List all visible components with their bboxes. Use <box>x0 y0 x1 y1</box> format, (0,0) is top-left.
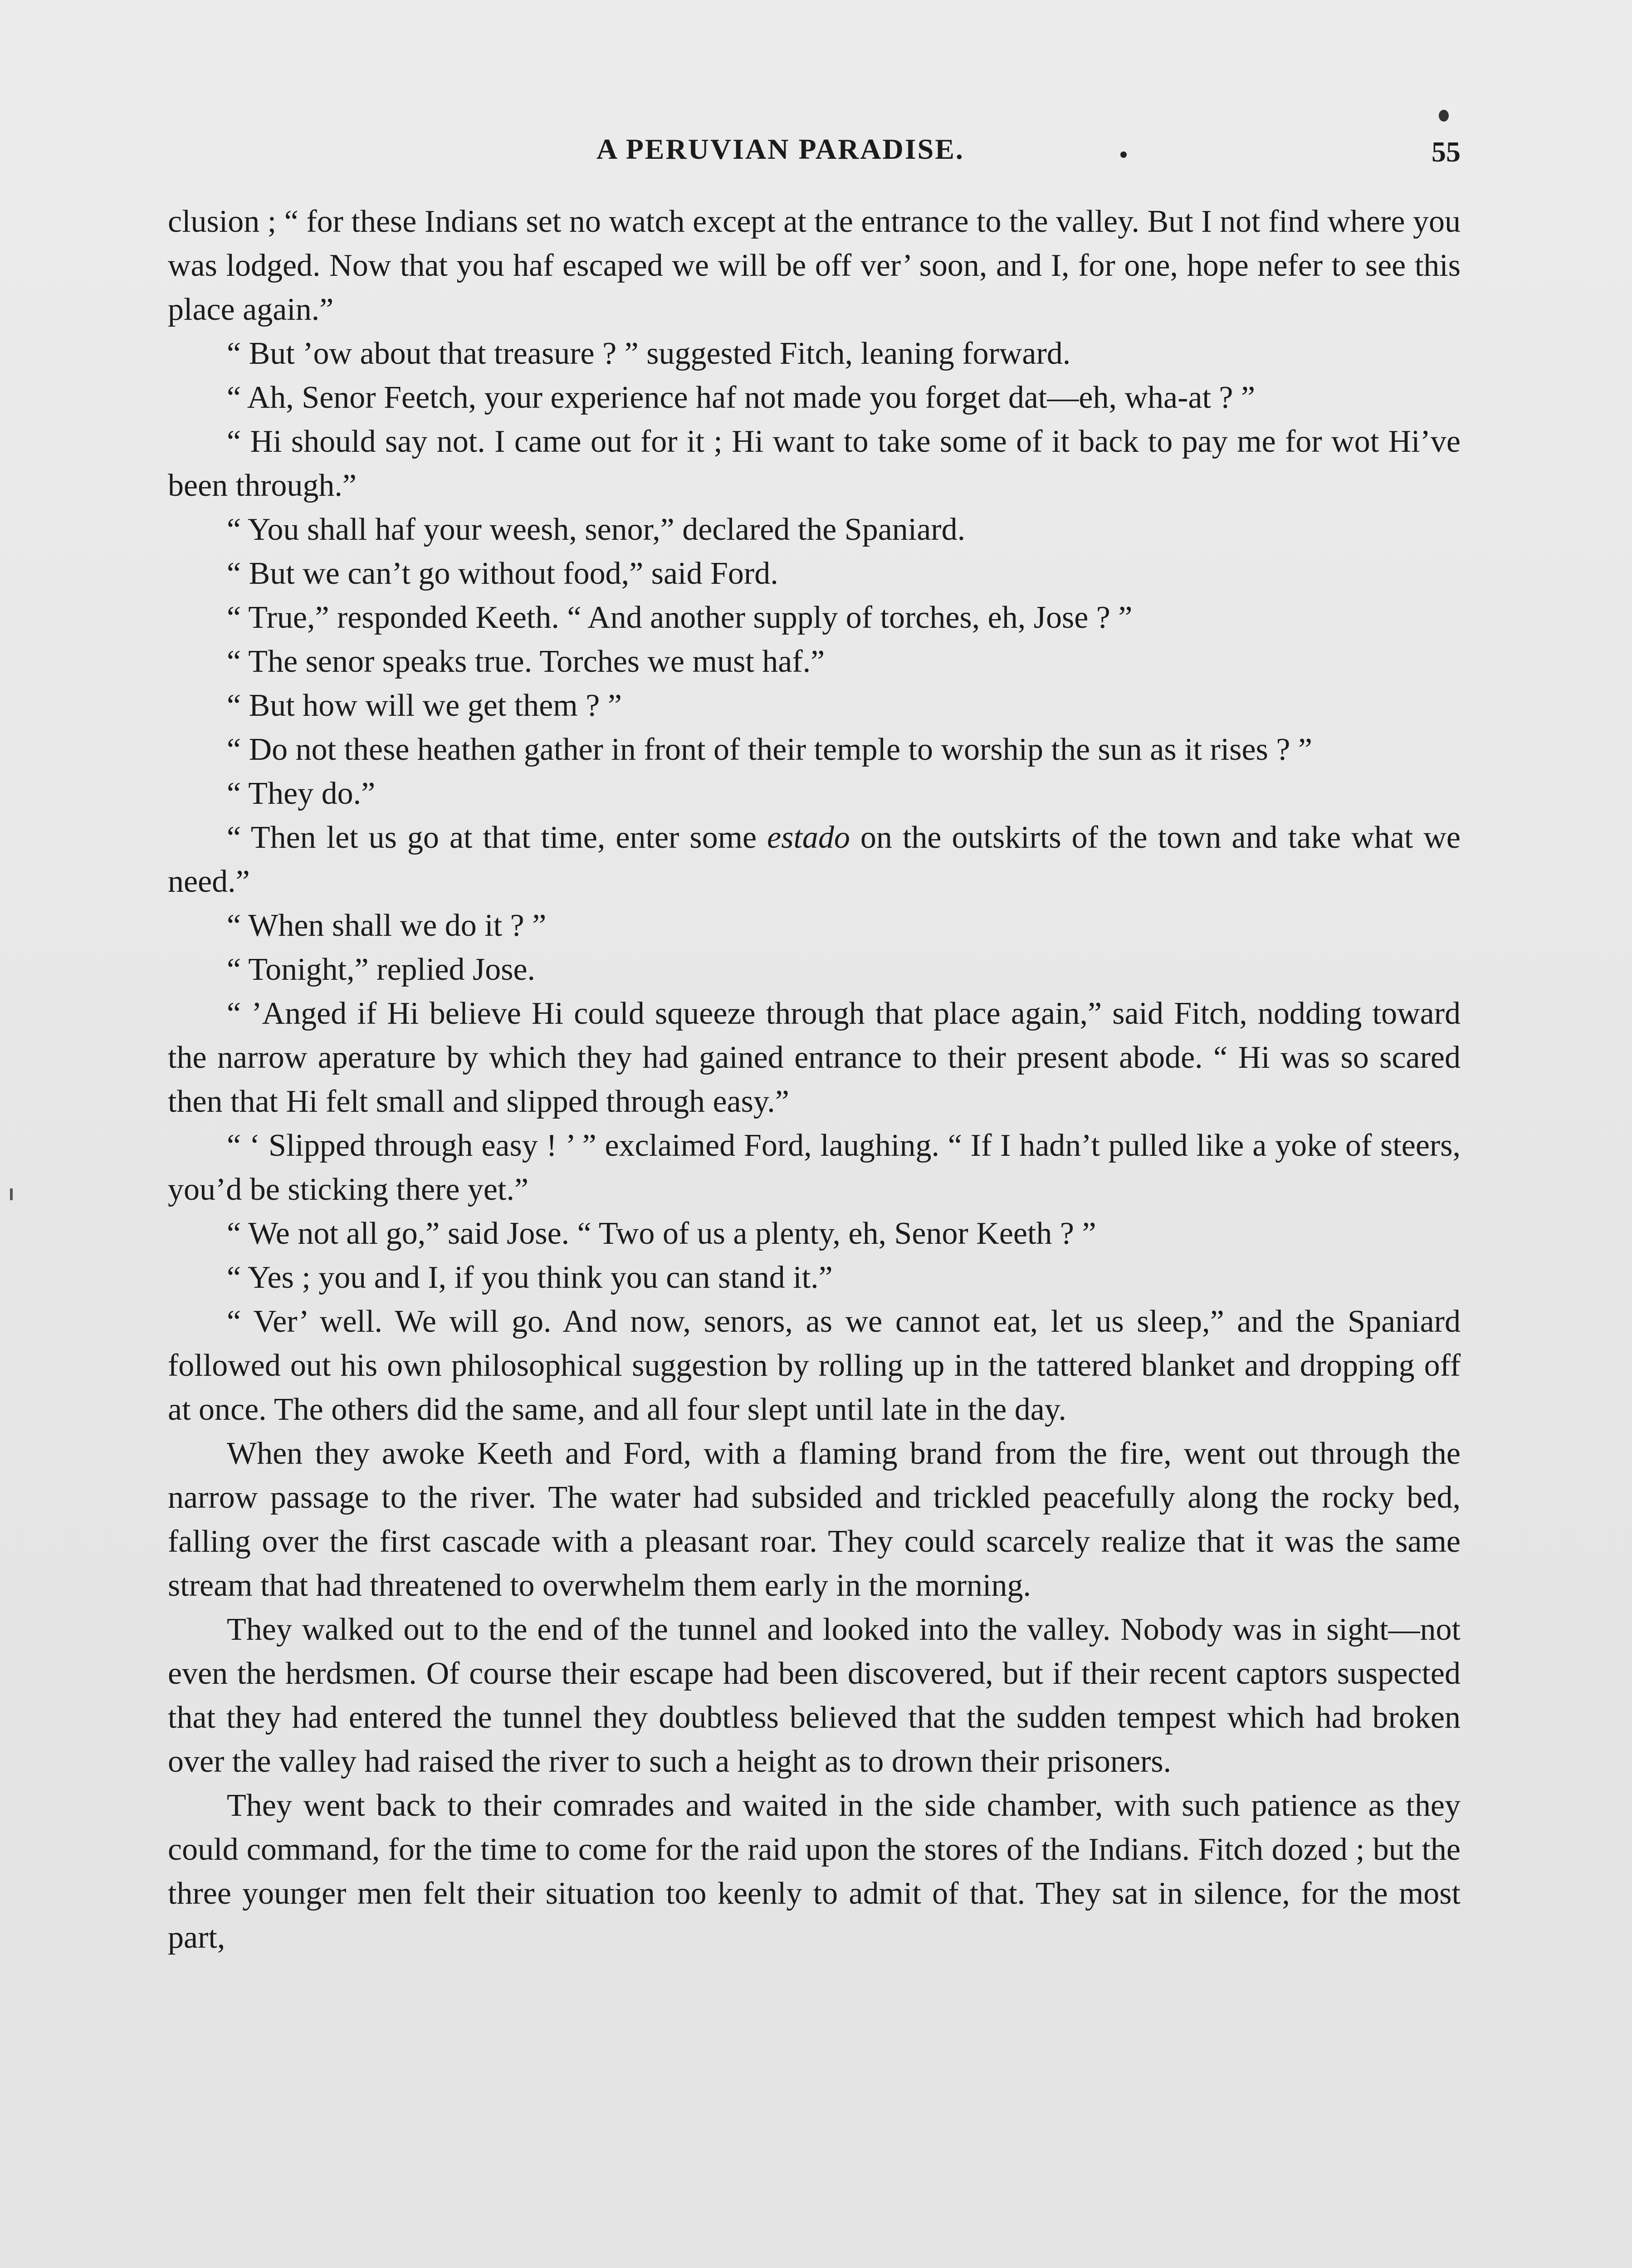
paragraph <box>168 376 1461 420</box>
paragraph <box>168 1608 1461 1784</box>
text-run: “ True,” responded Keeth. “ And another supply of torches, eh, Jose ? ” <box>227 600 1133 635</box>
paragraph <box>168 508 1461 552</box>
text-run: “ We not all go,” said Jose. “ Two of us a plenty, eh, Senor Keeth ? ” <box>227 1216 1096 1251</box>
text-run: “ ’Anged if Hi believe Hi could squeeze through that place again,” said Fitch, nodding toward the narrow aperature by which they had gained entrance to their present abode. “ Hi was so scared then that Hi felt small and slipped through easy.” <box>168 996 1461 1119</box>
paragraph <box>168 200 1461 332</box>
running-title: A PERUVIAN PARADISE. <box>596 133 964 165</box>
paragraph <box>168 1256 1461 1300</box>
text-run: “ Yes ; you and I, if you think you can stand it.” <box>227 1260 833 1295</box>
text-run: “ They do.” <box>227 776 376 811</box>
text-run: When they awoke Keeth and Ford, with a flaming brand from the fire, went out through the narrow passage to the river. The water had subsided and trickled peacefully along the rocky bed, falling over the first cascade with a pleasant roar. They could scarcely realize that it was the same stream that had threatened to overwhelm them early in the morning. <box>168 1436 1461 1603</box>
text-run: “ Then let us go at that time, enter some <box>227 820 767 855</box>
body-text <box>168 200 1461 1960</box>
paragraph <box>168 1212 1461 1256</box>
text-run: “ But we can’t go without food,” said Ford. <box>227 556 778 591</box>
paragraph <box>168 332 1461 376</box>
text-run: “ ‘ Slipped through easy ! ’ ” exclaimed Ford, laughing. “ If I hadn’t pulled like a yoke of steers, you’d be sticking there yet.” <box>168 1128 1461 1207</box>
text-run: “ You shall haf your weesh, senor,” declared the Spaniard. <box>227 512 966 547</box>
paragraph <box>168 420 1461 508</box>
paragraph <box>168 1300 1461 1432</box>
margin-mark <box>10 1188 13 1200</box>
paragraph <box>168 552 1461 596</box>
paragraph <box>168 1432 1461 1608</box>
text-run: They went back to their comrades and waited in the side chamber, with such patience as they could command, for the time to come for the raid upon the stores of the Indians. Fitch dozed ; but the three younger men felt their situation too keenly to admit of that. They sat in silence, for the most part, <box>168 1788 1461 1955</box>
paragraph <box>168 992 1461 1124</box>
paragraph <box>168 816 1461 904</box>
text-run: “ Tonight,” replied Jose. <box>227 952 536 987</box>
paragraph <box>168 1124 1461 1212</box>
paragraph <box>168 948 1461 992</box>
paragraph <box>168 640 1461 684</box>
paragraph <box>168 904 1461 948</box>
text-run: “ But how will we get them ? ” <box>227 688 622 723</box>
text-run: “ Hi should say not. I came out for it ; Hi want to take some of it back to pay me for wot Hi’ve been through.” <box>168 424 1461 503</box>
text-run: “ Ver’ well. We will go. And now, senors, as we cannot eat, let us sleep,” and the Spaniard followed out his own philosophical suggestion by rolling up in the tattered blanket and dropping off at once. The others did the same, and all four slept until late in the day. <box>168 1304 1461 1427</box>
paragraph <box>168 772 1461 816</box>
running-head <box>168 132 1461 173</box>
ink-dot <box>1120 152 1127 158</box>
text-run: “ Do not these heathen gather in front of their temple to worship the sun as it rises ? ” <box>227 732 1312 767</box>
text-run: “ But ’ow about that treasure ? ” suggested Fitch, leaning forward. <box>227 336 1071 371</box>
paragraph <box>168 728 1461 772</box>
text-run: “ The senor speaks true. Torches we must haf.” <box>227 644 825 679</box>
text-run: “ When shall we do it ? ” <box>227 908 547 943</box>
page-number: 55 <box>1432 136 1461 168</box>
paragraph <box>168 1784 1461 1960</box>
text-run: “ Ah, Senor Feetch, your experience haf not made you forget dat—eh, wha-at ? ” <box>227 380 1256 415</box>
text-run: on the outskirts of the town and take what we need.” <box>168 820 1461 899</box>
text-run: clusion ; “ for these Indians set no watch except at the entrance to the valley. But I not find where you was lodged. Now that you haf escaped we will be off ver’ soon, and I, for one, hope nefer to see this place again.” <box>168 204 1461 327</box>
ink-speck <box>1439 110 1449 122</box>
text-run: They walked out to the end of the tunnel and looked into the valley. Nobody was in sight—not even the herdsmen. Of course their escape had been discovered, but if their recent captors suspected that they had entered the tunnel they doubtless believed that the sudden tempest which had broken over the valley had raised the river to such a height as to drown their prisoners. <box>168 1612 1461 1779</box>
italic-text: estado <box>767 820 850 855</box>
paragraph <box>168 684 1461 728</box>
paragraph <box>168 596 1461 640</box>
